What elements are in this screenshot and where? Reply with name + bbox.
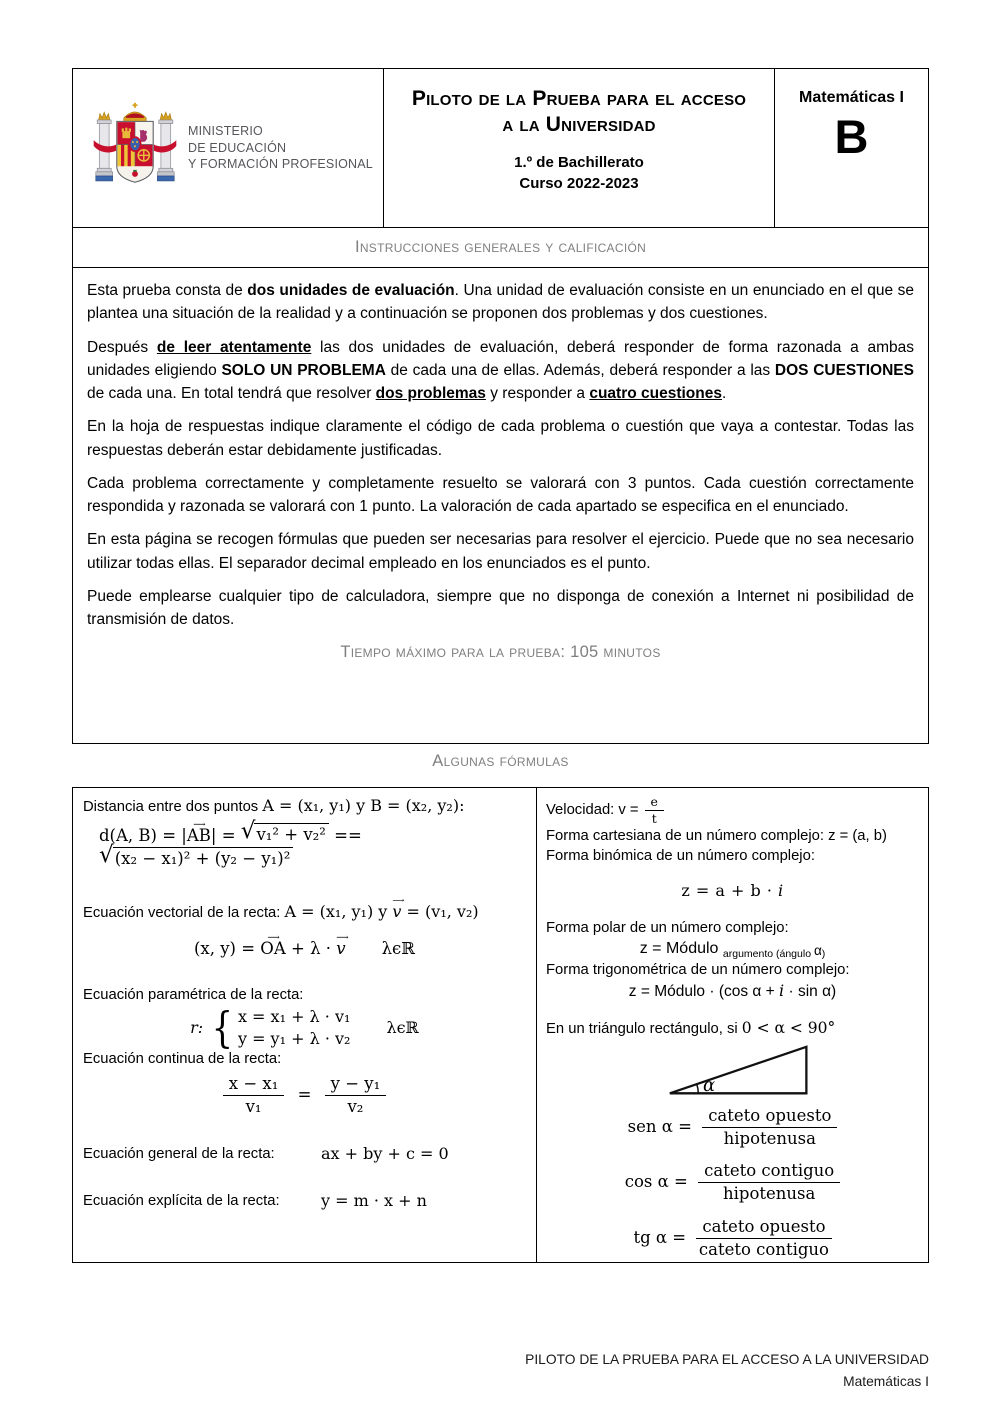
distance-label: Distancia entre dos puntos	[83, 799, 263, 815]
polar-formula	[546, 940, 919, 960]
system-lines	[238, 1006, 351, 1048]
radical-sign: √	[99, 841, 114, 868]
text-segment: En esta página se recogen fórmulas que pueden ser necesarias para resolver el ejercicio. Puede que no sea necesario utilizar todas ellas. El separador decimal empleado en los enunciados es el punto.	[87, 531, 914, 572]
vector-pointA: A = (x₁, y₁) y	[284, 901, 393, 921]
triangle-alpha-label: α	[703, 1074, 716, 1096]
ministry-name	[188, 123, 373, 173]
polar-main: z = Módulo	[639, 939, 723, 957]
polar-form-label: Forma polar de un número complejo:	[546, 920, 789, 937]
text-segment: En la hoja de respuestas indique claramente el código de cada problema o cuestión que vaya a contestar. Todas las respuestas deberán estar debidamente justificadas.	[87, 418, 914, 459]
text-segment: Esta prueba consta de	[87, 282, 248, 299]
vector-v-components: = (v₁, v₂)	[401, 901, 479, 921]
distance-pre: d(A, B) = |	[99, 826, 187, 846]
fraction-num: cateto contiguo	[698, 1161, 840, 1183]
ministry-logo-cell	[73, 69, 384, 227]
fraction-den: hipotenusa	[723, 1128, 816, 1148]
exam-title-line1: Piloto de la Prueba para el acceso	[411, 87, 747, 110]
vector-AB: AB ⟶	[187, 826, 211, 845]
fraction-den: v₂	[347, 1096, 364, 1116]
binomial-formula	[546, 881, 919, 901]
instruction-paragraph	[87, 415, 914, 462]
fraction-right	[325, 1074, 387, 1117]
text-segment: de cada una de ellas. Además, deberá responder a las	[385, 361, 775, 379]
polar-subscript: argumento (ángulo	[722, 947, 814, 960]
triangle-label-text: En un triángulo rectángulo, si	[546, 1021, 742, 1038]
sen-fraction	[702, 1106, 837, 1149]
formulas-right-column	[537, 788, 928, 1262]
lambda-in-R: λϵℝ	[381, 939, 416, 958]
parametric-system	[83, 1002, 526, 1052]
sen-lhs: sen α =	[627, 1116, 692, 1136]
polar-close-paren: )	[821, 947, 826, 960]
velocity-label: Velocidad: v =	[546, 802, 639, 819]
fraction-den: cateto contiguo	[698, 1239, 829, 1259]
triangle-label-condition: 0 < α < 90°	[741, 1019, 836, 1038]
formulas-box	[72, 787, 929, 1263]
explicit-equation-row	[83, 1191, 526, 1211]
vector-v: v ⟶	[392, 901, 401, 923]
explicit-formula: y = m · x + n	[321, 1191, 427, 1211]
cos-lhs: cos α =	[624, 1172, 688, 1192]
text-segment: Puede emplearse cualquier tipo de calculadora, siempre que no disponga de conexión a Internet ni posibilidad de transmisión de datos.	[87, 587, 914, 628]
radical-1-content: v₁² + v₂²	[254, 823, 328, 844]
cos-formula	[546, 1161, 919, 1204]
exam-title-line2: a la Universidad	[502, 113, 656, 137]
text-segment: Después	[87, 338, 157, 356]
time-note	[87, 643, 914, 662]
cartesian-form-line: Forma cartesiana de un número complejo: z = (a, b)	[546, 827, 887, 844]
fraction-left	[223, 1074, 285, 1117]
subject-code-cell	[775, 69, 928, 227]
continuous-label: Ecuación continua de la recta:	[83, 1050, 282, 1067]
exam-course: Curso 2022-2023	[519, 174, 639, 192]
footer-line-1: PILOTO DE LA PRUEBA PARA EL ACCESO A LA UNIVERSIDAD	[525, 1352, 929, 1367]
instruction-paragraph	[87, 472, 914, 519]
cos-fraction	[698, 1161, 840, 1204]
instruction-paragraph	[87, 585, 914, 632]
text-segment: cuatro cuestiones	[589, 385, 722, 402]
distance-formula	[99, 818, 526, 869]
fraction-num: cateto opuesto	[702, 1106, 837, 1128]
text-segment: Cada problema correctamente y completamente resuelto se valorará con 3 puntos. Cada cuestión correctamente respondida y razonada se valorará con 1 punto. La valoración de cada apartado se especifica en el enunciado.	[87, 474, 914, 515]
right-triangle-label	[546, 1018, 919, 1039]
ministry-line-1: MINISTERIO	[188, 124, 263, 139]
text-segment: DOS CUESTIONES	[774, 361, 914, 379]
velocity-fraction	[645, 795, 664, 826]
trig-post: · sin α)	[784, 983, 837, 1001]
distance-eqeq: ==	[328, 826, 362, 846]
imaginary-i: i	[778, 881, 784, 901]
exam-level: 1.º de Bachillerato	[514, 153, 644, 171]
tg-formula	[546, 1217, 919, 1260]
formulas-heading: Algunas fórmulas	[432, 752, 569, 770]
trig-formula	[546, 981, 919, 1001]
velocity-line	[546, 795, 919, 826]
tg-fraction	[696, 1217, 831, 1260]
vector-eq-mid: + λ ·	[285, 939, 337, 958]
binomial-form-label: Forma binómica de un número complejo:	[546, 847, 815, 864]
text-segment: .	[721, 385, 727, 402]
time-note-text: Tiempo máximo para la prueba: 105 minutos	[340, 643, 661, 662]
distance-mid: | =	[210, 826, 241, 846]
trig-form-label: Forma trigonométrica de un número complejo:	[546, 961, 850, 978]
vector-equation-label-line	[83, 898, 526, 923]
fraction-den: v₁	[245, 1096, 262, 1116]
instructions-paragraphs	[87, 279, 914, 631]
footer-line-2: Matemáticas I	[843, 1374, 929, 1390]
binomial-pre: z = a + b ·	[681, 881, 778, 901]
vector-equation	[83, 936, 526, 958]
right-triangle-icon	[664, 1044, 816, 1099]
header-row	[73, 69, 928, 227]
instructions-heading-row	[73, 227, 928, 267]
param-line-1: x = x₁ + λ · v₁	[237, 1007, 351, 1027]
explicit-label: Ecuación explícita de la recta:	[83, 1193, 280, 1210]
sen-formula	[546, 1106, 919, 1149]
text-segment: dos problemas	[375, 385, 486, 402]
fraction-den: t	[651, 810, 657, 826]
general-label: Ecuación general de la recta:	[83, 1145, 275, 1162]
distance-points: A = (x₁, y₁) y B = (x₂, y₂):	[262, 796, 465, 815]
text-segment: . Una unidad de evaluación consiste en un enunciado en el que se plantea una situación de la realidad y a continuación se proponen dos problemas y dos cuestiones.	[87, 282, 914, 323]
imaginary-i: i	[779, 981, 785, 1001]
brace-glyph: {	[211, 1002, 234, 1052]
tg-lhs: tg α =	[633, 1227, 687, 1247]
spain-coat-of-arms-icon	[93, 99, 177, 197]
radical-2	[99, 841, 293, 870]
instructions-body	[73, 267, 928, 743]
general-formula: ax + by + c = 0	[321, 1143, 449, 1163]
text-segment: de leer atentamente	[156, 338, 312, 356]
fraction-num: e	[645, 795, 664, 811]
lambda-in-R: λϵℝ	[386, 1018, 419, 1038]
text-segment: dos unidades de evaluación	[247, 282, 455, 299]
fraction-num: cateto opuesto	[696, 1217, 831, 1239]
formulas-left-column	[73, 788, 537, 1262]
parametric-label: Ecuación paramétrica de la recta:	[83, 987, 304, 1003]
right-triangle-figure	[664, 1044, 919, 1104]
instructions-heading: Instrucciones generales y calificación	[354, 238, 647, 256]
text-segment: y responder a	[485, 385, 590, 402]
exam-title-cell	[384, 69, 775, 227]
text-segment: de cada una. En total tendrá que resolver	[87, 385, 376, 402]
fraction-den: hipotenusa	[722, 1184, 816, 1204]
equals-sign: =	[297, 1084, 312, 1104]
radical-sign: √	[240, 818, 256, 845]
radical-1	[240, 818, 329, 846]
fraction-num: y − y₁	[325, 1074, 387, 1096]
instruction-paragraph	[87, 279, 914, 326]
vector-label: Ecuación vectorial de la recta:	[83, 904, 285, 921]
vector-OA: OA ⟶	[260, 939, 285, 958]
subject-name: Matemáticas I	[799, 89, 904, 106]
system-group	[190, 1002, 419, 1052]
text-segment: las dos unidades de evaluación, deberá responder de forma razonada a ambas unidades eligiendo	[87, 338, 914, 379]
fraction-num: x − x₁	[223, 1074, 285, 1096]
radical-2-content: (x₂ − x₁)² + (y₂ − y₁)²	[113, 847, 294, 868]
exam-variant-letter: B	[834, 110, 869, 163]
distance-label-line	[83, 795, 526, 817]
ministry-line-3: Y FORMACIÓN PROFESIONAL	[188, 157, 373, 172]
r-symbol: r:	[190, 1018, 204, 1038]
continuous-equation	[83, 1074, 526, 1117]
vector-v2: v ⟶	[336, 939, 345, 958]
text-segment: SOLO UN PROBLEMA	[221, 361, 386, 379]
param-line-2: y = y₁ + λ · v₂	[237, 1028, 351, 1048]
ministry-line-2: DE EDUCACIÓN	[188, 140, 287, 155]
instruction-paragraph	[87, 528, 914, 575]
formulas-heading-row	[72, 752, 929, 771]
header-instructions-box	[72, 68, 929, 744]
instruction-paragraph	[87, 336, 914, 406]
general-equation-row	[83, 1144, 526, 1164]
trig-pre: z = Módulo · (cos α +	[628, 983, 780, 1001]
alpha-symbol: α	[813, 942, 822, 958]
page-footer	[525, 1349, 929, 1394]
vector-eq-pre: (x, y) =	[193, 939, 261, 958]
